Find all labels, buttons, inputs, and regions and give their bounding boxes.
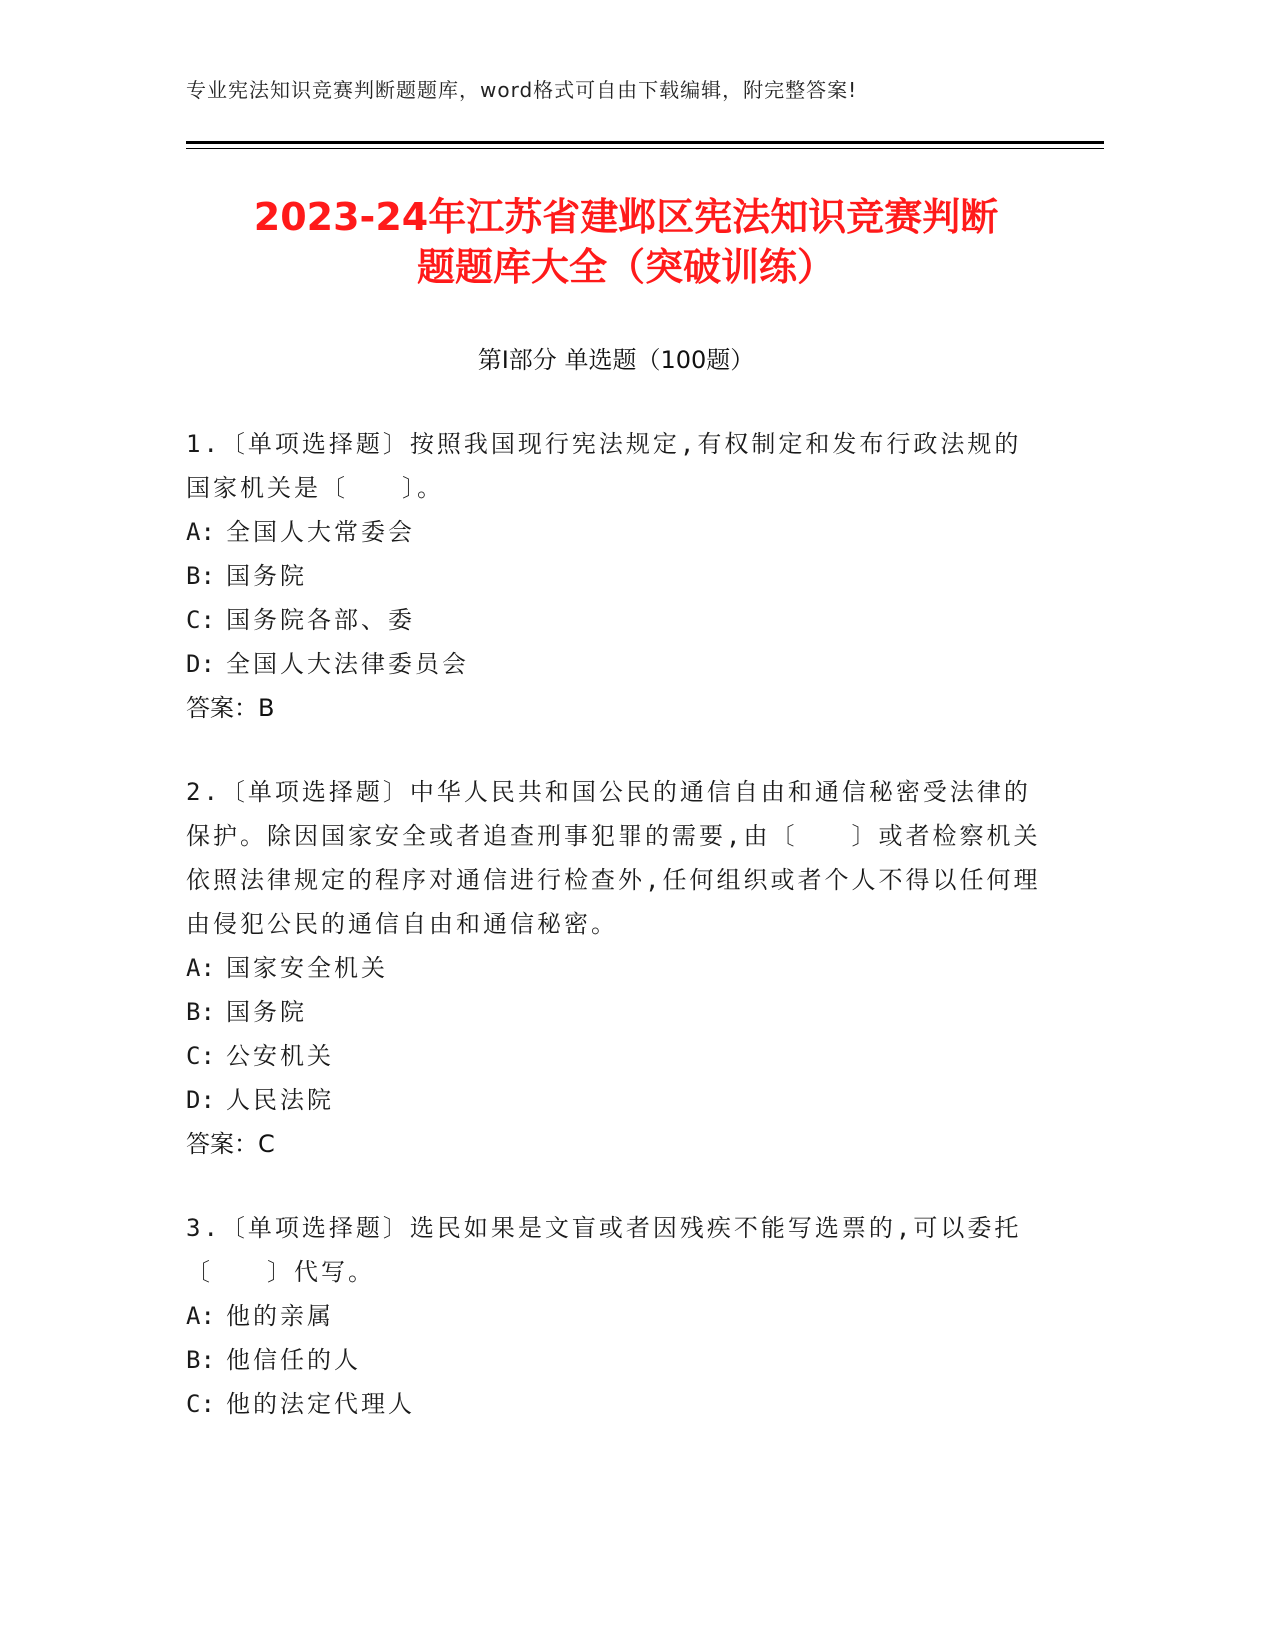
answer: 答案：B xyxy=(186,694,275,722)
section-heading: 第Ⅰ部分 单选题（100题） xyxy=(477,346,755,374)
option-b xyxy=(186,990,1046,1034)
question-1 xyxy=(186,422,1046,730)
document-title-line2: 题题库大全（突破训练） xyxy=(416,245,835,289)
option-key: B: xyxy=(186,998,215,1026)
option-key: C: xyxy=(186,1042,215,1070)
option-b xyxy=(186,1338,1046,1382)
option-key: A: xyxy=(186,954,215,982)
option-d xyxy=(186,1078,1046,1122)
option-c xyxy=(186,1382,1046,1426)
option-key: B: xyxy=(186,1346,215,1374)
option-c xyxy=(186,1034,1046,1078)
option-text: 人民法院 xyxy=(226,1086,334,1114)
option-text: 公安机关 xyxy=(226,1042,334,1070)
option-text: 国家安全机关 xyxy=(226,954,388,982)
header-note: 专业宪法知识竞赛判断题题库，word格式可自由下载编辑，附完整答案! xyxy=(186,78,858,102)
question-stem: 2.〔单项选择题〕中华人民共和国公民的通信自由和通信秘密受法律的保护。除因国家安全或者追查刑事犯罪的需要,由〔 〕或者检察机关依照法律规定的程序对通信进行检查外,任何组织或者个人不得以任何理由侵犯公民的通信自由和通信秘密。 xyxy=(186,778,1041,938)
question-2 xyxy=(186,770,1046,1166)
option-key: A: xyxy=(186,1302,215,1330)
header-rule-thin xyxy=(186,148,1104,149)
option-text: 全国人大法律委员会 xyxy=(226,650,469,678)
option-a xyxy=(186,946,1046,990)
option-key: D: xyxy=(186,650,215,678)
option-b xyxy=(186,554,1046,598)
option-a xyxy=(186,510,1046,554)
option-a xyxy=(186,1294,1046,1338)
document-title-line1: 2023-24年江苏省建邺区宪法知识竞赛判断 xyxy=(253,195,999,239)
option-d xyxy=(186,642,1046,686)
option-key: C: xyxy=(186,606,215,634)
option-key: B: xyxy=(186,562,215,590)
option-text: 国务院 xyxy=(226,998,307,1026)
option-key: A: xyxy=(186,518,215,546)
option-text: 他的亲属 xyxy=(226,1302,334,1330)
option-text: 他信任的人 xyxy=(226,1346,361,1374)
option-key: D: xyxy=(186,1086,215,1114)
answer: 答案：C xyxy=(186,1130,275,1158)
option-text: 他的法定代理人 xyxy=(226,1390,415,1418)
question-stem: 1.〔单项选择题〕按照我国现行宪法规定,有权制定和发布行政法规的国家机关是〔 〕。 xyxy=(186,430,1022,502)
option-key: C: xyxy=(186,1390,215,1418)
option-text: 全国人大常委会 xyxy=(226,518,415,546)
question-3 xyxy=(186,1206,1046,1426)
option-c xyxy=(186,598,1046,642)
option-text: 国务院各部、委 xyxy=(226,606,415,634)
document-title xyxy=(186,192,1066,292)
option-text: 国务院 xyxy=(226,562,307,590)
header-rule-thick xyxy=(186,141,1104,144)
question-stem: 3.〔单项选择题〕选民如果是文盲或者因残疾不能写选票的,可以委托〔 〕代写。 xyxy=(186,1214,1022,1286)
